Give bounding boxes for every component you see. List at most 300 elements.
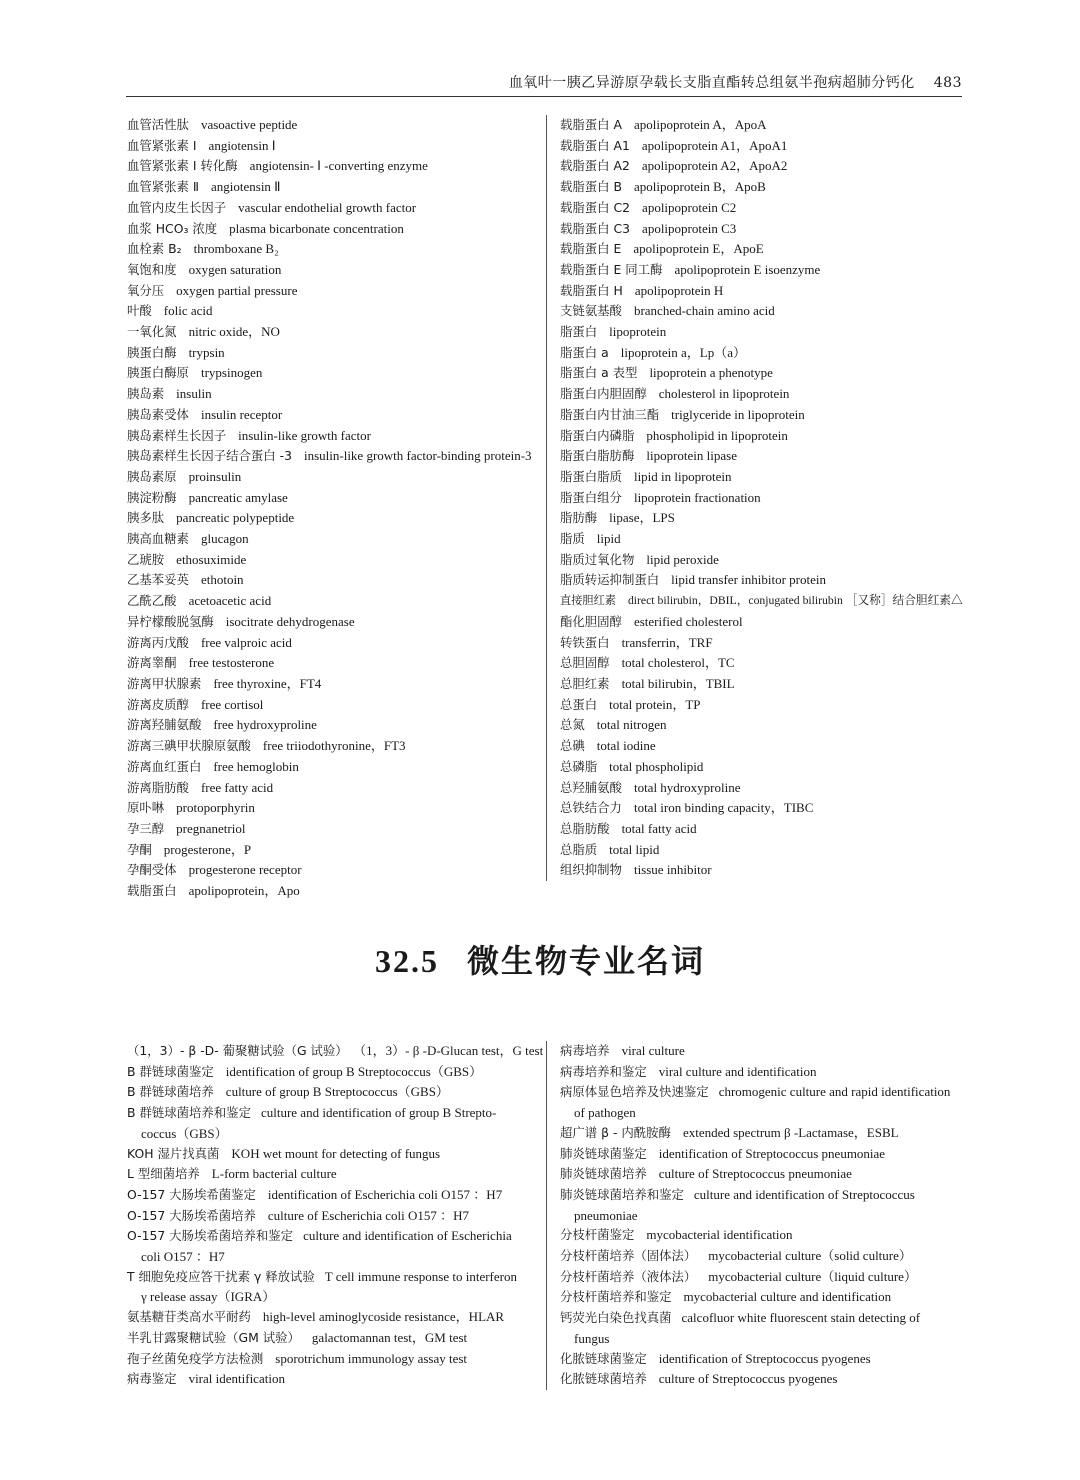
glossary-entry bbox=[560, 778, 966, 799]
term-english: thromboxane B₂ bbox=[193, 241, 279, 257]
term-english: insulin bbox=[176, 386, 212, 402]
glossary-entry bbox=[560, 198, 966, 219]
term-english: lipase，LPS bbox=[609, 510, 675, 526]
glossary-entry bbox=[127, 1103, 547, 1143]
term-chinese: 脂质转运抑制蛋白 bbox=[560, 572, 660, 588]
glossary-entry bbox=[560, 115, 966, 136]
term-english: total iodine bbox=[596, 738, 656, 754]
glossary-entry bbox=[560, 508, 966, 529]
term-english: apolipoprotein H bbox=[634, 282, 724, 298]
term-english: progesterone，P bbox=[163, 841, 252, 857]
glossary-entry bbox=[560, 219, 966, 240]
glossary-entry bbox=[560, 1287, 966, 1308]
term-english-continuation: fungus bbox=[574, 1330, 610, 1346]
term-chinese: 超广谱 β - 内酰胺酶 bbox=[560, 1124, 671, 1140]
section-heading bbox=[0, 936, 1080, 982]
glossary-entry bbox=[560, 715, 966, 736]
glossary-entry bbox=[560, 322, 966, 343]
term-english: lipid transfer inhibitor protein bbox=[671, 572, 827, 588]
header-title: 血氧叶一胰乙异游原孕载长支脂直酯转总组氨半孢病超肺分钙化 bbox=[508, 75, 915, 91]
term-english: vasoactive peptide bbox=[200, 117, 298, 132]
term-chinese: 分枝杆菌鉴定 bbox=[560, 1227, 635, 1243]
term-english: lipoprotein lipase bbox=[646, 448, 737, 464]
term-chinese: 载脂蛋白 H bbox=[560, 282, 623, 298]
glossary-entry bbox=[127, 798, 547, 819]
glossary-entry bbox=[127, 177, 547, 198]
term-chinese: 血管紧张素 Ⅰ 转化酶 bbox=[127, 158, 238, 174]
glossary-entry bbox=[560, 343, 966, 364]
glossary-entry bbox=[127, 633, 547, 654]
term-chinese: 载脂蛋白 E bbox=[560, 241, 622, 257]
glossary-entry bbox=[127, 591, 547, 612]
term-english: identification of Streptococcus pneumoniae bbox=[658, 1145, 886, 1161]
term-chinese: 胰岛素样生长因子 bbox=[127, 427, 227, 443]
glossary-entry bbox=[127, 446, 547, 467]
term-english: culture of Streptococcus pyogenes bbox=[658, 1371, 838, 1387]
term-chinese: 血管紧张素 Ⅰ bbox=[127, 137, 197, 153]
term-english: insulin-like growth factor-binding protein-3 bbox=[303, 448, 532, 464]
term-chinese: 脂蛋白 a 表型 bbox=[560, 365, 638, 381]
section-number: 32.5 bbox=[374, 943, 439, 979]
glossary-entry bbox=[560, 239, 966, 260]
term-chinese: 胰岛素受体 bbox=[127, 406, 189, 422]
term-english: sporotrichum immunology assay test bbox=[275, 1350, 468, 1366]
term-chinese: （1，3）- β -D- 葡聚糖试验（G 试验） bbox=[127, 1043, 348, 1058]
term-chinese: B 群链球菌培养和鉴定 bbox=[127, 1105, 251, 1121]
term-english: angiotensin Ⅱ bbox=[211, 179, 281, 195]
term-english: total phospholipid bbox=[609, 758, 704, 774]
glossary-entry bbox=[127, 757, 547, 778]
term-chinese: 分枝杆菌培养和鉴定 bbox=[560, 1289, 672, 1305]
term-english: total protein，TP bbox=[609, 696, 701, 712]
glossary-entry bbox=[560, 1164, 966, 1185]
term-english: lipoprotein fractionation bbox=[633, 489, 761, 505]
glossary-entry bbox=[560, 529, 966, 550]
page-number: 483 bbox=[933, 75, 962, 91]
term-chinese: 胰岛素 bbox=[127, 386, 165, 402]
glossary-entry bbox=[127, 405, 547, 426]
glossary-entry bbox=[127, 736, 547, 757]
term-chinese: 载脂蛋白 A2 bbox=[560, 158, 630, 174]
term-chinese: B 群链球菌鉴定 bbox=[127, 1063, 214, 1079]
term-english: protoporphyrin bbox=[176, 800, 255, 816]
term-english: apolipoprotein A2，ApoA2 bbox=[641, 158, 788, 174]
term-chinese: T 细胞免疫应答干扰素 γ 释放试验 bbox=[127, 1268, 315, 1284]
glossary-entry bbox=[127, 570, 547, 591]
term-chinese: 游离血红蛋白 bbox=[127, 758, 202, 774]
glossary-entry bbox=[127, 1041, 547, 1062]
glossary-entry bbox=[127, 281, 547, 302]
term-chinese: 脂蛋白内磷脂 bbox=[560, 427, 635, 443]
term-english: viral culture and identification bbox=[658, 1063, 817, 1079]
term-english: L-form bacterial culture bbox=[211, 1166, 337, 1182]
term-chinese: 半乳甘露聚糖试验（GM 试验） bbox=[127, 1329, 300, 1345]
glossary-entry bbox=[560, 1369, 966, 1390]
glossary-entry bbox=[560, 1082, 966, 1122]
glossary-entry bbox=[560, 840, 966, 861]
term-english: pancreatic polypeptide bbox=[176, 510, 295, 526]
term-chinese: O-157 大肠埃希菌培养和鉴定 bbox=[127, 1228, 294, 1244]
glossary-entry bbox=[560, 591, 966, 612]
term-chinese: 血栓素 B₂ bbox=[127, 241, 182, 257]
term-chinese: 脂肪酶 bbox=[560, 510, 598, 526]
term-chinese: 游离三碘甲状腺原氨酸 bbox=[127, 738, 251, 754]
term-chinese: 脂质 bbox=[560, 531, 585, 547]
term-english: lipoprotein a，Lp（a） bbox=[620, 344, 746, 360]
term-chinese: 载脂蛋白 bbox=[127, 883, 177, 899]
term-chinese: 脂蛋白组分 bbox=[560, 489, 622, 505]
glossary-entry bbox=[560, 570, 966, 591]
term-english: culture and identification of Escherichia bbox=[303, 1228, 512, 1244]
term-english: nitric oxide，NO bbox=[188, 324, 280, 340]
glossary-entry bbox=[127, 1307, 547, 1328]
term-chinese: 乙琥胺 bbox=[127, 551, 165, 567]
term-english: culture of Escherichia coli O157 ：H7 bbox=[267, 1207, 469, 1223]
term-english: free valproic acid bbox=[200, 634, 292, 650]
term-chinese: 脂蛋白 bbox=[560, 324, 598, 340]
term-english: trypsin bbox=[188, 344, 225, 360]
term-chinese: 游离脂肪酸 bbox=[127, 779, 189, 795]
term-chinese: 胰岛素样生长因子结合蛋白 -3 bbox=[127, 448, 292, 464]
glossary-entry bbox=[560, 1225, 966, 1246]
term-english: lipoprotein a phenotype bbox=[649, 365, 773, 381]
term-english: angiotensin Ⅰ bbox=[208, 137, 276, 153]
glossary-entry bbox=[560, 633, 966, 654]
glossary-entry bbox=[560, 1123, 966, 1144]
term-chinese: 酯化胆固醇 bbox=[560, 613, 622, 629]
glossary-entry bbox=[127, 260, 547, 281]
term-chinese: 直接胆红素 bbox=[560, 594, 616, 608]
term-chinese: 总羟脯氨酸 bbox=[560, 779, 622, 795]
running-header bbox=[126, 70, 962, 97]
term-chinese: 化脓链球菌培养 bbox=[560, 1371, 647, 1387]
term-chinese: 载脂蛋白 A bbox=[560, 117, 622, 132]
header-text-line bbox=[509, 72, 962, 92]
term-english: total bilirubin，TBIL bbox=[621, 675, 735, 691]
glossary-entry bbox=[560, 798, 966, 819]
glossary-entry bbox=[127, 1185, 547, 1206]
term-english: calcofluor white fluorescent stain detecting of bbox=[681, 1310, 921, 1326]
term-chinese: 胰高血糖素 bbox=[127, 531, 189, 547]
term-english: branched-chain amino acid bbox=[633, 303, 775, 319]
term-english: ethosuximide bbox=[176, 551, 247, 567]
glossary-entry bbox=[560, 1185, 966, 1225]
term-chinese: 胰淀粉酶 bbox=[127, 489, 177, 505]
glossary-entry bbox=[127, 467, 547, 488]
term-english: insulin receptor bbox=[200, 406, 283, 422]
term-chinese: 胰岛素原 bbox=[127, 468, 177, 484]
glossary-entry bbox=[560, 384, 966, 405]
glossary-entry bbox=[560, 136, 966, 157]
term-english-continuation: γ release assay（IGRA） bbox=[141, 1289, 276, 1305]
glossary-entry bbox=[127, 1082, 547, 1103]
term-english: free testosterone bbox=[188, 655, 275, 671]
glossary-entry bbox=[560, 260, 966, 281]
term-chinese: 游离睾酮 bbox=[127, 655, 177, 671]
term-english-continuation: of pathogen bbox=[574, 1105, 636, 1121]
term-chinese: 一氧化氮 bbox=[127, 324, 177, 340]
term-english: apolipoprotein E isoenzyme bbox=[674, 261, 821, 277]
term-english: ethotoin bbox=[200, 572, 244, 588]
term-english: culture of group B Streptococcus（GBS） bbox=[225, 1084, 449, 1100]
term-chinese: 血管内皮生长因子 bbox=[127, 199, 227, 215]
term-english: apolipoprotein，Apo bbox=[188, 883, 300, 899]
term-english: viral identification bbox=[188, 1371, 285, 1387]
glossary-entry bbox=[127, 115, 547, 136]
glossary-column-top-left bbox=[127, 115, 547, 902]
term-english: apolipoprotein B，ApoB bbox=[634, 179, 766, 195]
glossary-column-bottom-left bbox=[127, 1041, 547, 1390]
term-english: total hydroxyproline bbox=[633, 779, 741, 795]
term-chinese: 载脂蛋白 C3 bbox=[560, 220, 631, 236]
glossary-entry bbox=[560, 1308, 966, 1348]
term-english: total cholesterol，TC bbox=[621, 655, 735, 671]
term-chinese: 胰蛋白酶 bbox=[127, 344, 177, 360]
term-chinese: 总磷脂 bbox=[560, 758, 598, 774]
term-english: apolipoprotein E，ApoE bbox=[633, 241, 764, 257]
glossary-entry bbox=[127, 819, 547, 840]
glossary-entry bbox=[560, 550, 966, 571]
term-chinese: 氧饱和度 bbox=[127, 261, 177, 277]
term-english: lipoprotein bbox=[609, 324, 667, 340]
glossary-entry bbox=[560, 1062, 966, 1083]
term-chinese: 脂质过氧化物 bbox=[560, 551, 635, 567]
term-english-continuation: pneumoniae bbox=[574, 1207, 638, 1223]
term-english: culture and identification of Streptococcus bbox=[693, 1186, 915, 1202]
term-english: glucagon bbox=[200, 531, 249, 547]
term-english: pregnanetriol bbox=[176, 820, 246, 836]
term-english: T cell immune response to interferon bbox=[324, 1268, 517, 1284]
term-chinese: 肺炎链球菌培养 bbox=[560, 1166, 647, 1182]
glossary-entry bbox=[127, 840, 547, 861]
term-english: galactomannan test，GM test bbox=[311, 1329, 468, 1345]
term-chinese: 叶酸 bbox=[127, 303, 152, 319]
term-chinese: 钙荧光白染色找真菌 bbox=[560, 1310, 672, 1326]
term-chinese: 氧分压 bbox=[127, 282, 165, 298]
term-chinese: 总脂质 bbox=[560, 841, 598, 857]
glossary-entry bbox=[127, 198, 547, 219]
term-chinese: 支链氨基酸 bbox=[560, 303, 622, 319]
term-chinese: L 型细菌培养 bbox=[127, 1166, 200, 1182]
glossary-entry bbox=[560, 1349, 966, 1370]
term-chinese: 总碘 bbox=[560, 738, 585, 754]
term-english: lipid in lipoprotein bbox=[633, 468, 732, 484]
glossary-entry bbox=[560, 736, 966, 757]
term-english: identification of Streptococcus pyogenes bbox=[658, 1350, 871, 1366]
glossary-entry bbox=[127, 1164, 547, 1185]
term-english: isocitrate dehydrogenase bbox=[225, 613, 355, 629]
term-english: culture of Streptococcus pneumoniae bbox=[658, 1166, 852, 1182]
term-english: mycobacterial culture（liquid culture） bbox=[708, 1268, 917, 1284]
glossary-entry bbox=[127, 426, 547, 447]
glossary-entry bbox=[560, 1267, 966, 1288]
term-chinese: 孕酮 bbox=[127, 841, 152, 857]
glossary-entry bbox=[560, 695, 966, 716]
term-chinese: 脂蛋白 a bbox=[560, 344, 609, 360]
glossary-entry bbox=[127, 301, 547, 322]
term-chinese: B 群链球菌培养 bbox=[127, 1084, 214, 1100]
glossary-entry bbox=[127, 363, 547, 384]
term-english: lipid bbox=[596, 531, 621, 547]
term-english: free fatty acid bbox=[200, 779, 274, 795]
glossary-entry bbox=[560, 301, 966, 322]
glossary-entry bbox=[560, 1246, 966, 1267]
term-chinese: 载脂蛋白 C2 bbox=[560, 199, 631, 215]
glossary-entry bbox=[560, 281, 966, 302]
term-chinese: 血浆 HCO₃ 浓度 bbox=[127, 220, 218, 236]
term-english: mycobacterial identification bbox=[646, 1227, 793, 1243]
term-english: lipid peroxide bbox=[646, 551, 719, 567]
term-chinese: 脂蛋白内胆固醇 bbox=[560, 386, 647, 402]
glossary-entry bbox=[127, 1226, 547, 1266]
term-english: oxygen partial pressure bbox=[176, 282, 298, 298]
term-chinese: 游离丙戊酸 bbox=[127, 634, 189, 650]
term-chinese: 病毒培养 bbox=[560, 1043, 610, 1058]
term-english: identification of group B Streptococcus（GBS） bbox=[225, 1063, 483, 1079]
term-english: free cortisol bbox=[200, 696, 264, 712]
term-english: free triiodothyronine，FT3 bbox=[262, 738, 406, 754]
glossary-entry bbox=[127, 1144, 547, 1165]
term-chinese: 氨基糖苷类高水平耐药 bbox=[127, 1309, 251, 1325]
term-english: extended spectrum β -Lactamase，ESBL bbox=[682, 1124, 899, 1140]
glossary-entry bbox=[127, 384, 547, 405]
glossary-entry bbox=[560, 156, 966, 177]
glossary-entry bbox=[127, 881, 547, 902]
glossary-entry bbox=[127, 343, 547, 364]
term-english: direct bilirubin，DBIL，conjugated bilirubin ［又称］结合胆红素△ bbox=[627, 594, 963, 608]
term-english: triglyceride in lipoprotein bbox=[671, 406, 805, 422]
glossary-entry bbox=[560, 467, 966, 488]
term-chinese: 乙基苯妥英 bbox=[127, 572, 189, 588]
glossary-entry bbox=[560, 1144, 966, 1165]
term-english: identification of Escherichia coli O157 ：H7 bbox=[267, 1186, 503, 1202]
term-chinese: 脂蛋白脂质 bbox=[560, 468, 622, 484]
glossary-entry bbox=[127, 1267, 547, 1307]
glossary-column-bottom-right bbox=[546, 1041, 966, 1390]
term-english: mycobacterial culture and identification bbox=[683, 1289, 892, 1305]
term-chinese: 总胆固醇 bbox=[560, 655, 610, 671]
term-chinese: 肺炎链球菌鉴定 bbox=[560, 1145, 647, 1161]
glossary-entry bbox=[127, 136, 547, 157]
glossary-entry bbox=[127, 1349, 547, 1370]
glossary-entry bbox=[560, 177, 966, 198]
glossary-entry bbox=[127, 508, 547, 529]
term-english: oxygen saturation bbox=[188, 261, 282, 277]
term-chinese: 总蛋白 bbox=[560, 696, 598, 712]
glossary-entry bbox=[127, 695, 547, 716]
term-english: apolipoprotein C3 bbox=[642, 220, 737, 236]
term-english: phospholipid in lipoprotein bbox=[646, 427, 788, 443]
term-english: proinsulin bbox=[188, 468, 242, 484]
term-english: angiotensin- Ⅰ -converting enzyme bbox=[249, 158, 428, 174]
term-chinese: 游离羟脯氨酸 bbox=[127, 717, 202, 733]
term-chinese: 肺炎链球菌培养和鉴定 bbox=[560, 1186, 684, 1202]
term-chinese: 异柠檬酸脱氢酶 bbox=[127, 613, 214, 629]
term-chinese: 病原体显色培养及快速鉴定 bbox=[560, 1084, 709, 1100]
term-chinese: 总氮 bbox=[560, 717, 585, 733]
term-chinese: 乙酰乙酸 bbox=[127, 593, 177, 609]
glossary-entry bbox=[560, 674, 966, 695]
glossary-entry bbox=[127, 778, 547, 799]
glossary-entry bbox=[127, 1206, 547, 1227]
glossary-entry bbox=[127, 550, 547, 571]
term-english: vascular endothelial growth factor bbox=[238, 199, 417, 215]
term-chinese: 孕三醇 bbox=[127, 820, 165, 836]
term-chinese: 游离甲状腺素 bbox=[127, 675, 202, 691]
glossary-entry bbox=[560, 488, 966, 509]
term-english: KOH wet mount for detecting of fungus bbox=[231, 1145, 441, 1161]
glossary-entry bbox=[127, 612, 547, 633]
term-chinese: 血管紧张素 Ⅱ bbox=[127, 179, 199, 195]
glossary-entry bbox=[560, 860, 966, 881]
glossary-entry bbox=[127, 860, 547, 881]
term-english: chromogenic culture and rapid identification bbox=[718, 1084, 951, 1100]
term-chinese: 分枝杆菌培养（液体法） bbox=[560, 1268, 697, 1284]
glossary-entry bbox=[127, 488, 547, 509]
term-chinese: 载脂蛋白 E 同工酶 bbox=[560, 261, 663, 277]
term-chinese: 载脂蛋白 B bbox=[560, 179, 623, 195]
term-english: esterified cholesterol bbox=[633, 613, 743, 629]
term-chinese: 孢子丝菌免疫学方法检测 bbox=[127, 1350, 264, 1366]
term-english: insulin-like growth factor bbox=[238, 427, 371, 443]
term-english: culture and identification of group B Strepto- bbox=[260, 1105, 497, 1121]
term-chinese: 分枝杆菌培养（固体法） bbox=[560, 1248, 697, 1264]
term-english: acetoacetic acid bbox=[188, 593, 272, 609]
glossary-entry bbox=[127, 219, 547, 240]
section-title: 微生物专业名词 bbox=[466, 942, 705, 980]
term-chinese: 脂蛋白内甘油三酯 bbox=[560, 406, 660, 422]
term-chinese: 病毒培养和鉴定 bbox=[560, 1063, 647, 1079]
term-english: apolipoprotein A，ApoA bbox=[633, 117, 767, 132]
term-chinese: 转铁蛋白 bbox=[560, 634, 610, 650]
glossary-entry bbox=[560, 446, 966, 467]
glossary-entry bbox=[560, 653, 966, 674]
glossary-entry bbox=[127, 1369, 547, 1390]
term-chinese: 病毒鉴定 bbox=[127, 1371, 177, 1387]
glossary-entry bbox=[127, 674, 547, 695]
term-chinese: O-157 大肠埃希菌培养 bbox=[127, 1207, 256, 1223]
term-english: total lipid bbox=[609, 841, 660, 857]
glossary-entry bbox=[560, 426, 966, 447]
term-english: plasma bicarbonate concentration bbox=[229, 220, 404, 236]
glossary-entry bbox=[127, 653, 547, 674]
term-english: total fatty acid bbox=[621, 820, 697, 836]
term-english: free hemoglobin bbox=[213, 758, 299, 774]
glossary-entry bbox=[560, 405, 966, 426]
term-chinese: 游离皮质醇 bbox=[127, 696, 189, 712]
term-english-continuation: coccus（GBS） bbox=[141, 1125, 228, 1141]
term-english: apolipoprotein A1，ApoA1 bbox=[641, 137, 788, 153]
glossary-entry bbox=[127, 322, 547, 343]
glossary-entry bbox=[127, 156, 547, 177]
glossary-entry bbox=[560, 819, 966, 840]
term-english: pancreatic amylase bbox=[188, 489, 288, 505]
glossary-entry bbox=[560, 757, 966, 778]
term-english: free thyroxine，FT4 bbox=[213, 675, 322, 691]
glossary-entry bbox=[560, 1041, 966, 1062]
glossary-entry bbox=[127, 239, 547, 260]
term-chinese: 胰蛋白酶原 bbox=[127, 365, 189, 381]
term-chinese: 组织抑制物 bbox=[560, 862, 622, 878]
term-english: total iron binding capacity，TIBC bbox=[633, 800, 814, 816]
term-chinese: 血管活性肽 bbox=[127, 117, 189, 132]
term-chinese: 总胆红素 bbox=[560, 675, 610, 691]
term-english: folic acid bbox=[163, 303, 213, 319]
term-chinese: 胰多肽 bbox=[127, 510, 165, 526]
term-english: high-level aminoglycoside resistance，HLAR bbox=[262, 1309, 505, 1325]
term-english: mycobacterial culture（solid culture） bbox=[708, 1248, 912, 1264]
term-chinese: 总铁结合力 bbox=[560, 800, 622, 816]
